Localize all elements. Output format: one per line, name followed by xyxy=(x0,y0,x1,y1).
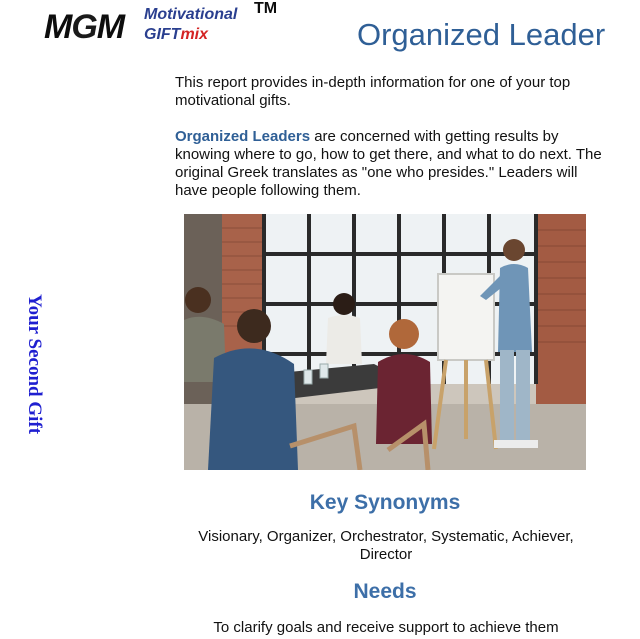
logo-motivational-text: Motivational xyxy=(144,6,238,23)
gift-name-highlight: Organized Leaders xyxy=(175,128,311,145)
side-label: Your Second Gift xyxy=(24,294,45,435)
meeting-photo xyxy=(184,214,586,470)
logo-mgm-wordmark: MGM xyxy=(44,8,125,46)
description-text: are concerned with getting results by knowing where to go, how to get there, and what to do next. The original Greek translates as "one who presides." Leaders will have people following them. xyxy=(175,128,602,199)
needs-heading: Needs xyxy=(353,580,417,603)
logo-giftmix-text: GIFTmix xyxy=(144,26,209,43)
description-paragraph xyxy=(175,128,605,200)
needs-text: To clarify goals and receive support to achieve them xyxy=(213,619,559,636)
logo-trademark: TM xyxy=(254,0,278,17)
meeting-illustration xyxy=(184,214,586,470)
key-synonyms-text: Visionary, Organizer, Orchestrator, Systematic, Achiever, Director xyxy=(198,528,574,563)
page-title: Organized Leader xyxy=(357,17,606,52)
key-synonyms-heading: Key Synonyms xyxy=(309,491,461,514)
intro-paragraph: This report provides in-depth information for one of your top motivational gifts. xyxy=(175,74,571,109)
